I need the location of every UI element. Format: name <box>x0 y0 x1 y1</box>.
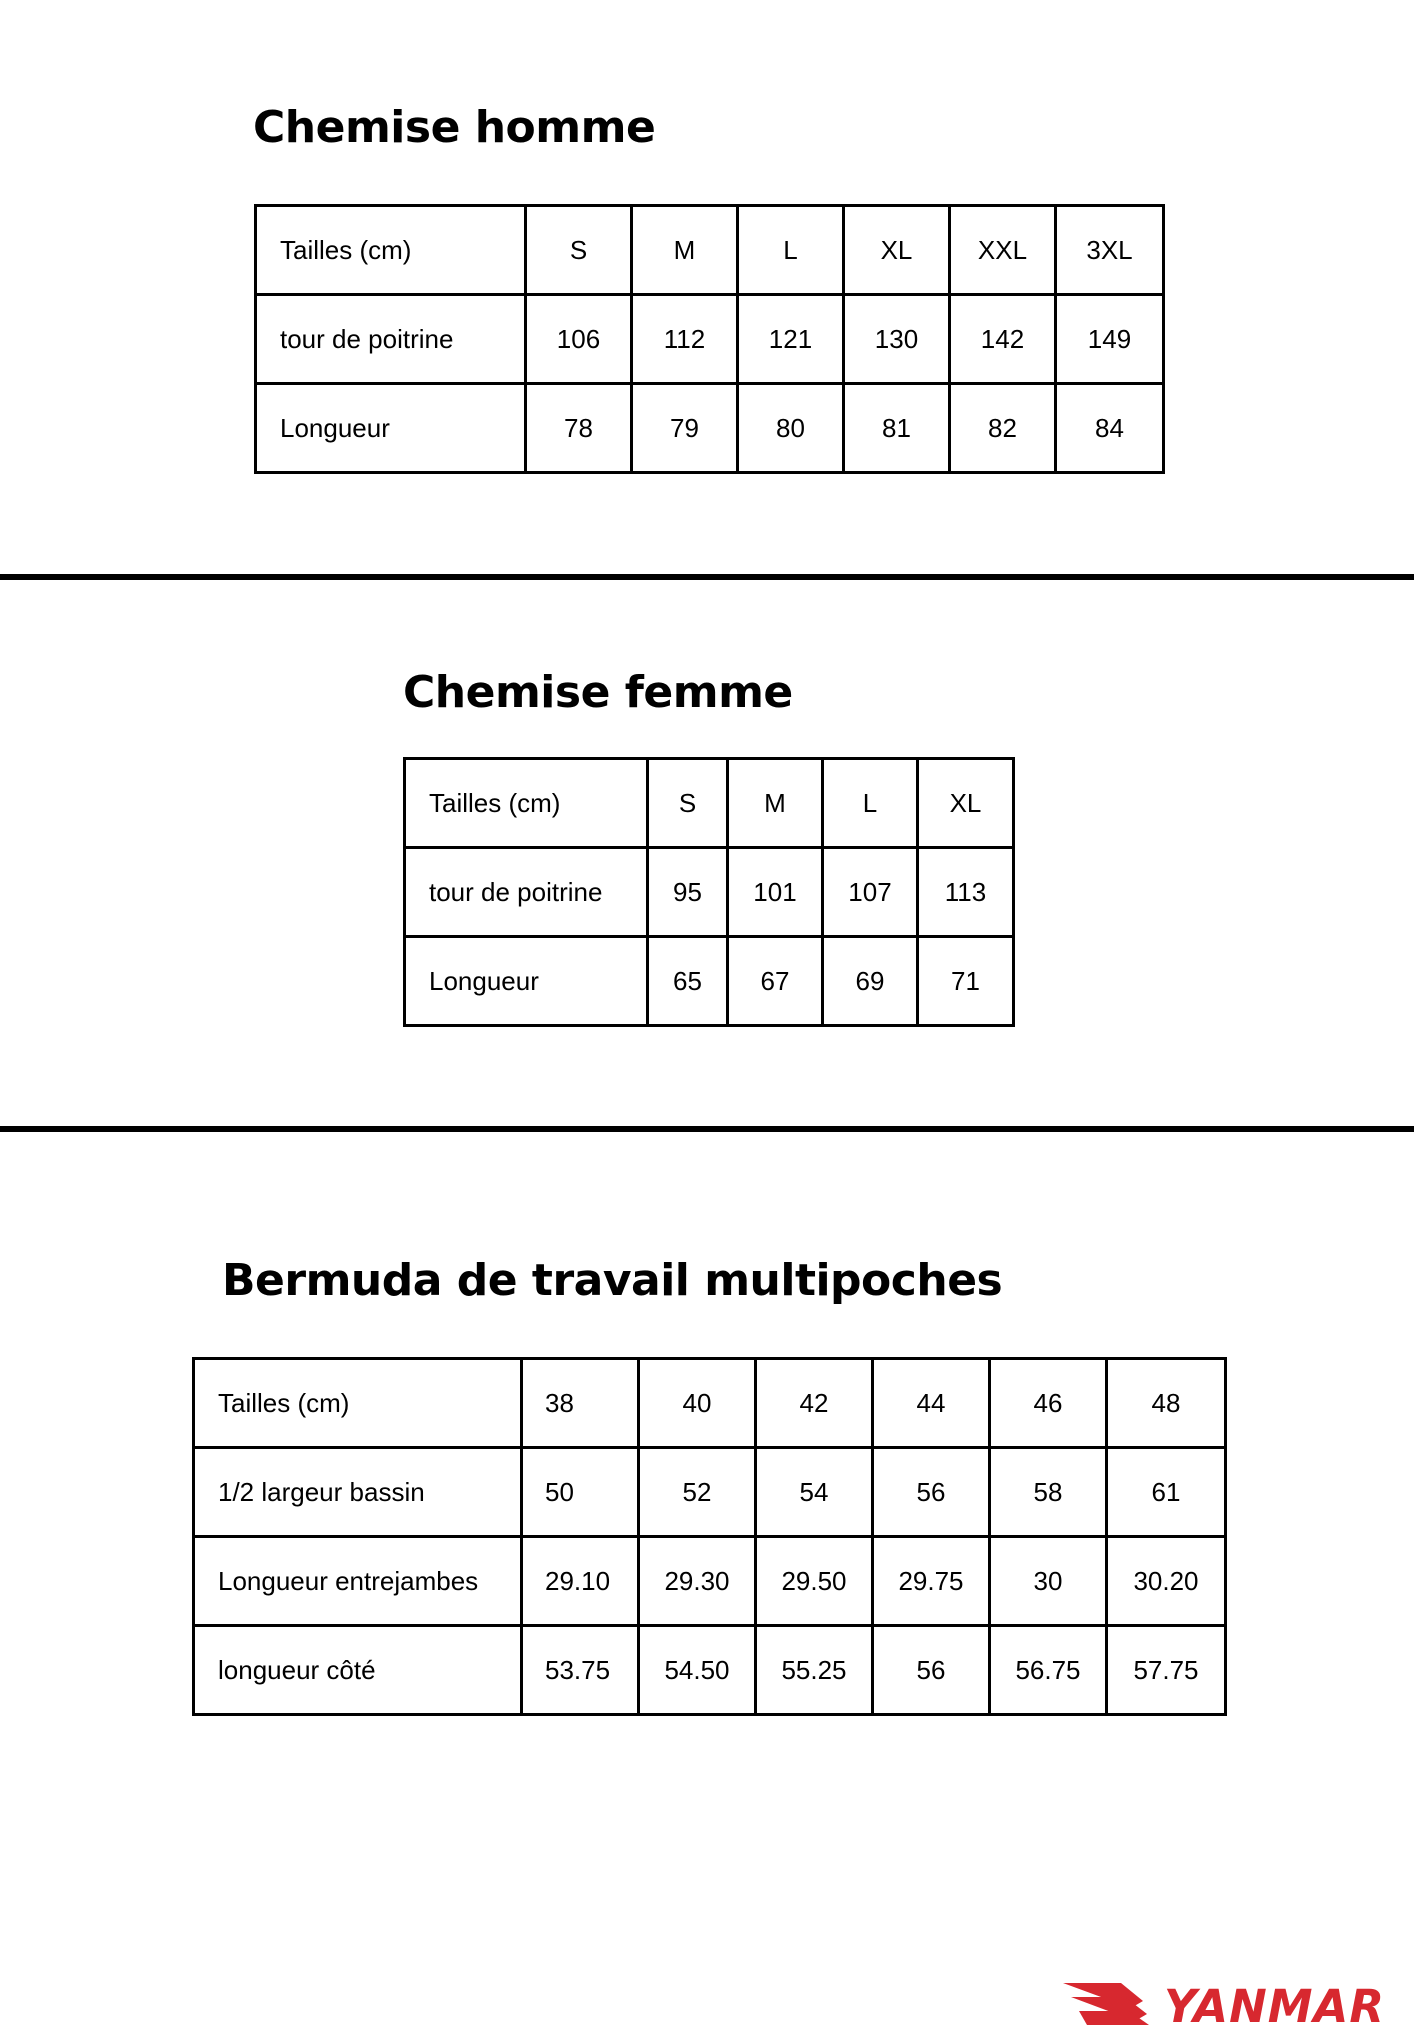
header-cell: S <box>526 206 632 295</box>
table-header-row <box>256 206 1164 295</box>
table-cell: 121 <box>738 295 844 384</box>
table-header-row <box>405 759 1014 848</box>
row-label: 1/2 largeur bassin <box>194 1448 522 1537</box>
header-cell: 38 <box>522 1359 639 1448</box>
table-row <box>256 384 1164 473</box>
row-label: Longueur <box>405 937 648 1026</box>
table-cell: 142 <box>950 295 1056 384</box>
header-cell: XL <box>918 759 1014 848</box>
header-cell: XL <box>844 206 950 295</box>
section-divider <box>0 1126 1414 1132</box>
header-cell: M <box>632 206 738 295</box>
table-cell: 149 <box>1056 295 1164 384</box>
row-label: tour de poitrine <box>256 295 526 384</box>
table-cell: 113 <box>918 848 1014 937</box>
table-row <box>256 295 1164 384</box>
table-header-row <box>194 1359 1226 1448</box>
table-cell: 29.10 <box>522 1537 639 1626</box>
header-cell: L <box>823 759 918 848</box>
header-cell: Tailles (cm) <box>194 1359 522 1448</box>
table-cell: 79 <box>632 384 738 473</box>
section-title-chemise-femme: Chemise femme <box>403 667 793 718</box>
header-cell: Tailles (cm) <box>256 206 526 295</box>
table-row <box>405 848 1014 937</box>
table-cell: 30 <box>990 1537 1107 1626</box>
table-cell: 81 <box>844 384 950 473</box>
header-cell: 42 <box>756 1359 873 1448</box>
table-cell: 71 <box>918 937 1014 1026</box>
table-cell: 56 <box>873 1626 990 1715</box>
header-cell: 40 <box>639 1359 756 1448</box>
header-cell: XXL <box>950 206 1056 295</box>
yanmar-wings-icon <box>1063 1983 1149 2025</box>
header-cell: 48 <box>1107 1359 1226 1448</box>
row-label: longueur côté <box>194 1626 522 1715</box>
table-cell: 29.50 <box>756 1537 873 1626</box>
table-cell: 55.25 <box>756 1626 873 1715</box>
header-cell: M <box>728 759 823 848</box>
table-cell: 53.75 <box>522 1626 639 1715</box>
size-table-bermuda <box>192 1357 1227 1716</box>
table-cell: 95 <box>648 848 728 937</box>
section-divider <box>0 574 1414 580</box>
table-cell: 69 <box>823 937 918 1026</box>
header-cell: Tailles (cm) <box>405 759 648 848</box>
header-cell: 46 <box>990 1359 1107 1448</box>
table-cell: 101 <box>728 848 823 937</box>
table-cell: 80 <box>738 384 844 473</box>
table-row <box>194 1448 1226 1537</box>
table-cell: 107 <box>823 848 918 937</box>
table-cell: 82 <box>950 384 1056 473</box>
table-cell: 54.50 <box>639 1626 756 1715</box>
header-cell: L <box>738 206 844 295</box>
section-title-bermuda: Bermuda de travail multipoches <box>222 1255 1003 1306</box>
table-cell: 65 <box>648 937 728 1026</box>
table-cell: 112 <box>632 295 738 384</box>
header-cell: 44 <box>873 1359 990 1448</box>
table-cell: 29.30 <box>639 1537 756 1626</box>
table-cell: 50 <box>522 1448 639 1537</box>
table-cell: 30.20 <box>1107 1537 1226 1626</box>
header-cell: S <box>648 759 728 848</box>
table-cell: 84 <box>1056 384 1164 473</box>
table-cell: 78 <box>526 384 632 473</box>
table-cell: 52 <box>639 1448 756 1537</box>
table-cell: 29.75 <box>873 1537 990 1626</box>
table-row <box>405 937 1014 1026</box>
table-cell: 130 <box>844 295 950 384</box>
row-label: Longueur <box>256 384 526 473</box>
table-cell: 106 <box>526 295 632 384</box>
row-label: tour de poitrine <box>405 848 648 937</box>
table-row <box>194 1626 1226 1715</box>
table-cell: 56 <box>873 1448 990 1537</box>
yanmar-wordmark: YANMAR <box>1164 1980 1386 2033</box>
table-row <box>194 1537 1226 1626</box>
table-cell: 61 <box>1107 1448 1226 1537</box>
table-cell: 54 <box>756 1448 873 1537</box>
table-cell: 56.75 <box>990 1626 1107 1715</box>
row-label: Longueur entrejambes <box>194 1537 522 1626</box>
table-cell: 57.75 <box>1107 1626 1226 1715</box>
table-cell: 58 <box>990 1448 1107 1537</box>
size-table-chemise-femme <box>403 757 1015 1027</box>
table-cell: 67 <box>728 937 823 1026</box>
size-table-chemise-homme <box>254 204 1165 474</box>
section-title-chemise-homme: Chemise homme <box>253 102 656 153</box>
header-cell: 3XL <box>1056 206 1164 295</box>
